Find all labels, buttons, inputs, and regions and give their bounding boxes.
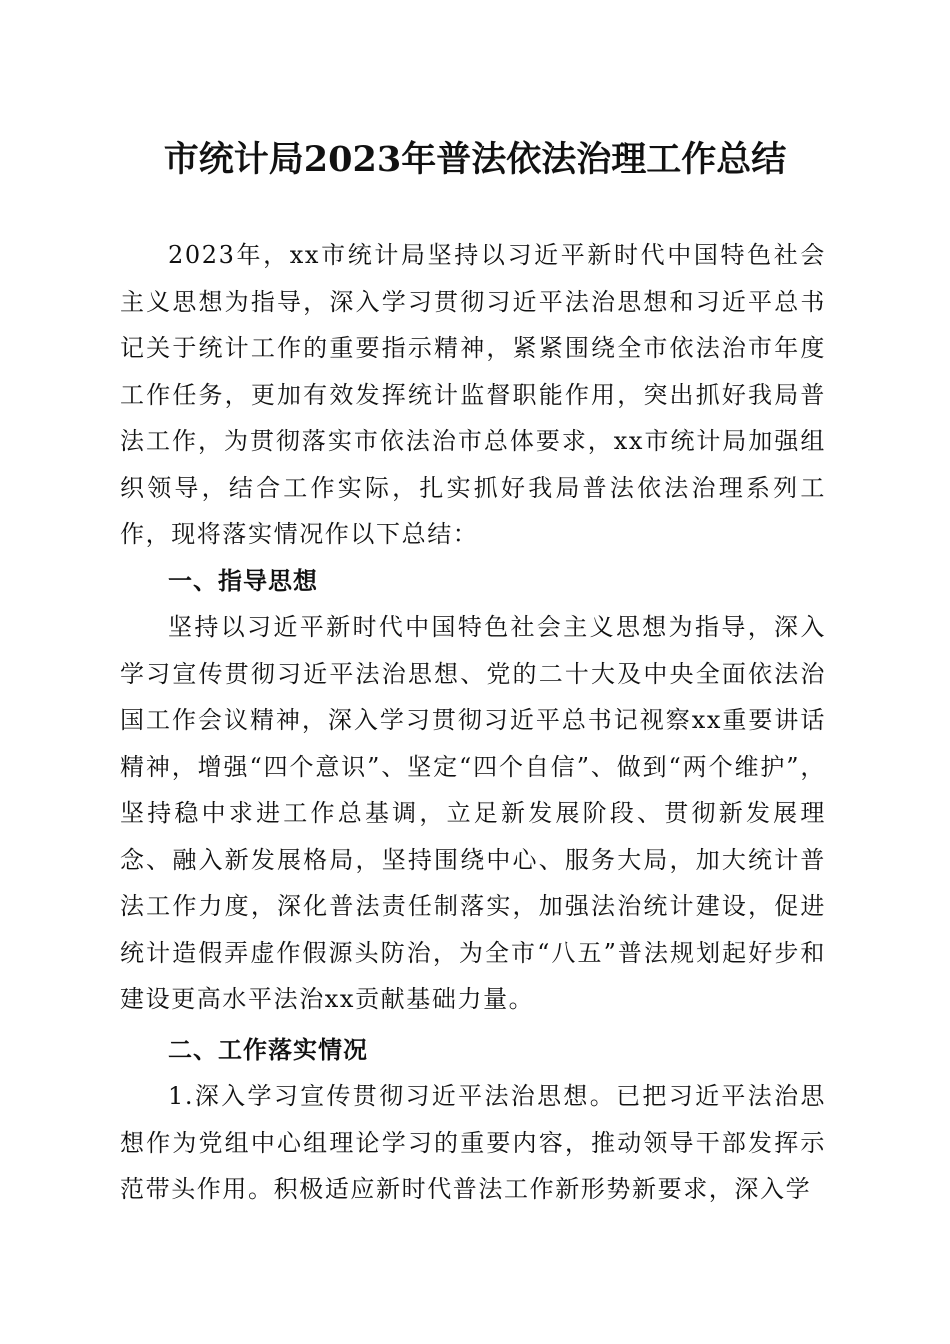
- section-heading-implementation: 二、工作落实情况: [168, 1035, 368, 1064]
- document-title: 市统计局2023年普法依法治理工作总结: [163, 139, 787, 180]
- implementation-paragraph: 1.深入学习宣传贯彻习近平法治思想。已把习近平法治思想作为党组中心组理论学习的重要内容，推动领导干部发挥示范带头作用。积极适应新时代普法工作新形势新要求，深入学: [120, 1082, 826, 1203]
- document-body: [120, 232, 826, 1213]
- guiding-ideology-paragraph: 坚持以习近平新时代中国特色社会主义思想为指导，深入学习宣传贯彻习近平法治思想、党的二十大及中央全面依法治国工作会议精神，深入学习贯彻习近平总书记视察xx重要讲话精神，增强“四个意识”、坚定“四个自信”、做到“两个维护”，坚持稳中求进工作总基调，立足新发展阶段、贯彻新发展理念、融入新发展格局，坚持围绕中心、服务大局，加大统计普法工作力度，深化普法责任制落实，加强法治统计建设，促进统计造假弄虚作假源头防治，为全市“八五”普法规划起好步和建设更高水平法治xx贡献基础力量。: [120, 613, 826, 1013]
- intro-paragraph: 2023年，xx市统计局坚持以习近平新时代中国特色社会主义思想为指导，深入学习贯彻习近平法治思想和习近平总书记关于统计工作的重要指示精神，紧紧围绕全市依法治市年度工作任务，更加有效发挥统计监督职能作用，突出抓好我局普法工作，为贯彻落实市依法治市总体要求，xx市统计局加强组织领导，结合工作实际，扎实抓好我局普法依法治理系列工作，现将落实情况作以下总结：: [120, 241, 826, 548]
- section-heading-guiding-ideology: 一、指导思想: [168, 566, 318, 595]
